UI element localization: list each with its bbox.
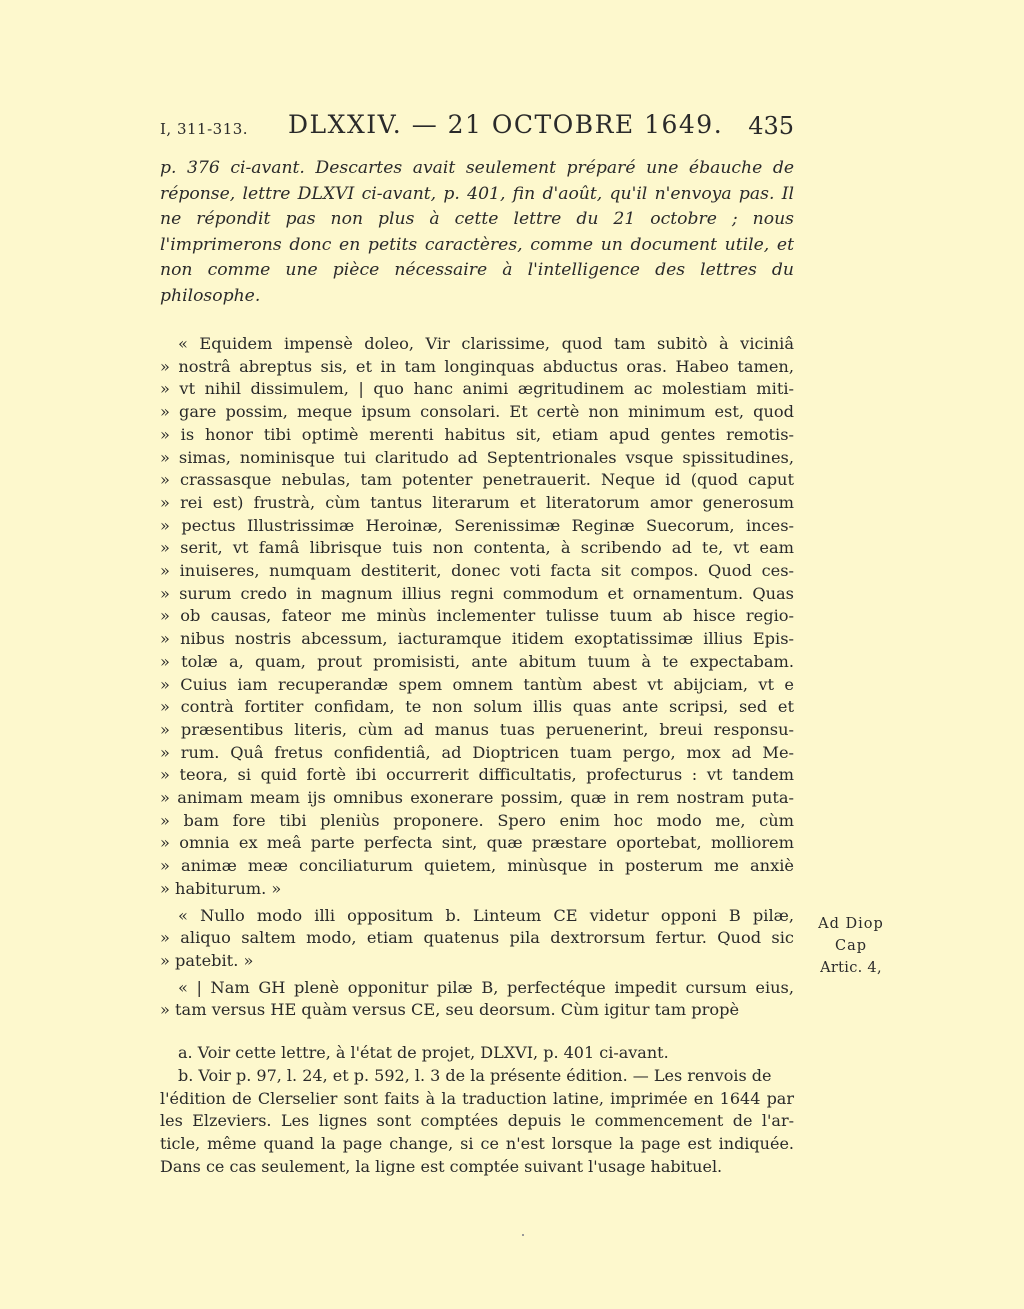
text-line: » inuiseres, numquam destiterit, donec voti facta sit compos. Quod ces- <box>160 561 794 581</box>
text-line: » rei est) frustrà, cùm tantus literarum et literatorum amor generosum <box>160 492 794 512</box>
text-line: » habiturum. » <box>160 878 282 898</box>
footnote-line: a. Voir cette lettre, à l'état de projet, DLXVI, p. 401 ci-avant. <box>178 1043 669 1063</box>
text-line: » rum. Quâ fretus confidentiâ, ad Dioptricen tuam pergo, mox ad Me- <box>160 742 794 762</box>
text-line: » surum credo in magnum illius regni commodum et ornamentum. Quas <box>160 583 794 603</box>
running-header <box>160 110 794 156</box>
source-reference: I, 311-313. <box>160 120 249 138</box>
text-line: » tam versus HE quàm versus CE, seu deorsum. Cùm igitur tam propè <box>160 1000 740 1020</box>
text-line: » animam meam ijs omnibus exonerare possim, quæ in rem nostram puta- <box>160 788 794 808</box>
text-line: » vt nihil dissimulem, | quo hanc animi ægritudinem ac molestiam miti- <box>160 379 794 399</box>
page-body <box>160 110 794 1178</box>
quote-block-2 <box>160 905 794 973</box>
text-line: » is honor tibi optimè merenti habitus sit, etiam apud gentes remotis- <box>160 424 794 444</box>
latin-letter-text <box>160 333 794 1022</box>
footnote-line: b. Voir p. 97, l. 24, et p. 592, l. 3 de la présente édition. — Les renvois de <box>178 1065 772 1085</box>
text-line: » patebit. » <box>160 950 254 970</box>
text-line: » serit, vt famâ librisque tuis non contenta, à scribendo ad te, vt eam <box>160 538 794 558</box>
footnote-line: ticle, même quand la page change, si ce n'est lorsque la page est indiquée. <box>160 1133 794 1153</box>
letter-title: DLXXIV. — 21 OCTOBRE 1649. <box>288 110 724 139</box>
margin-note-line: Ad Diop <box>818 916 884 932</box>
text-line: » ob causas, fateor me minùs inclementer tulisse tuum ab hisce regio- <box>160 606 794 626</box>
text-line: » Cuius iam recuperandæ spem omnem tantùm abest vt abijciam, vt e <box>160 674 794 694</box>
footnote-line: Dans ce cas seulement, la ligne est comptée suivant l'usage habituel. <box>160 1156 723 1176</box>
text-line: » præsentibus literis, cùm ad manus tuas peruenerint, breui responsu- <box>160 719 794 739</box>
text-line: » aliquo saltem modo, etiam quatenus pila dextrorsum fertur. Quod sic <box>160 928 794 948</box>
text-line: » bam fore tibi pleniùs proponere. Spero enim hoc modo me, cùm <box>160 810 794 830</box>
print-speck <box>522 1234 524 1236</box>
text-line: » tolæ a, quam, prout promisisti, ante abitum tuum à te expectabam. <box>160 651 794 671</box>
page-number: 435 <box>748 112 794 140</box>
text-line: » gare possim, meque ipsum consolari. Et certè non minimum est, quod <box>160 402 794 422</box>
text-line: » animæ meæ conciliaturum quietem, minùsque in posterum me anxiè <box>160 856 794 876</box>
text-line: « Nullo modo illi oppositum b. Linteum CE videtur opponi B pilæ, <box>178 905 794 925</box>
margin-note-line: Cap <box>834 938 868 954</box>
text-line: » pectus Illustrissimæ Heroinæ, Serenissimæ Reginæ Suecorum, inces- <box>160 515 794 535</box>
quote-block-1 <box>160 333 794 901</box>
text-line: » omnia ex meâ parte perfecta sint, quæ præstare oportebat, molliorem <box>160 833 794 853</box>
text-line: « Equidem impensè doleo, Vir clarissime, quod tam subitò à viciniâ <box>178 334 794 353</box>
text-line: « | Nam GH plenè opponitur pilæ B, perfectéque impedit cursum eius, <box>178 977 794 997</box>
footnote-line: l'édition de Clerselier sont faits à la traduction latine, imprimée en 1644 par <box>160 1088 794 1108</box>
intro-paragraph: p. 376 ci-avant. Descartes avait seulement préparé une ébauche de réponse, lettre DLXVI ci-avant, p. 401, fin d'août, qu'il n'envoya pas. Il ne répondit pas non plus à cette lettre du 21 octobre ; nous l'imprimerons donc en petits caractères, comme un document utile, et non comme une pièce nécessaire à l'intelligence des lettres du philosophe. <box>160 158 794 306</box>
text-line: » simas, nominisque tui claritudo ad Septentrionales vsque spissitudines, <box>160 447 794 467</box>
quote-block-3 <box>160 977 794 1022</box>
text-line: » contrà fortiter confidam, te non solum illis quas ante scripsi, sed et <box>160 697 794 717</box>
footnotes <box>160 1042 794 1178</box>
text-line: » crassasque nebulas, tam potenter penetrauerit. Neque id (quod caput <box>160 470 794 490</box>
margin-note-line: Artic. 4, <box>820 960 882 976</box>
text-line: » nostrâ abreptus sis, et in tam longinquas abductus oras. Habeo tamen, <box>160 356 794 376</box>
footnote-line: les Elzeviers. Les lignes sont comptées depuis le commencement de l'ar- <box>160 1111 794 1131</box>
text-line: » nibus nostris abcessum, iacturamque itidem exoptatissimæ illius Epis- <box>160 629 794 649</box>
text-line: » teora, si quid fortè ibi occurrerit difficultatis, profecturus : vt tandem <box>160 765 794 785</box>
margin-note <box>816 913 886 979</box>
